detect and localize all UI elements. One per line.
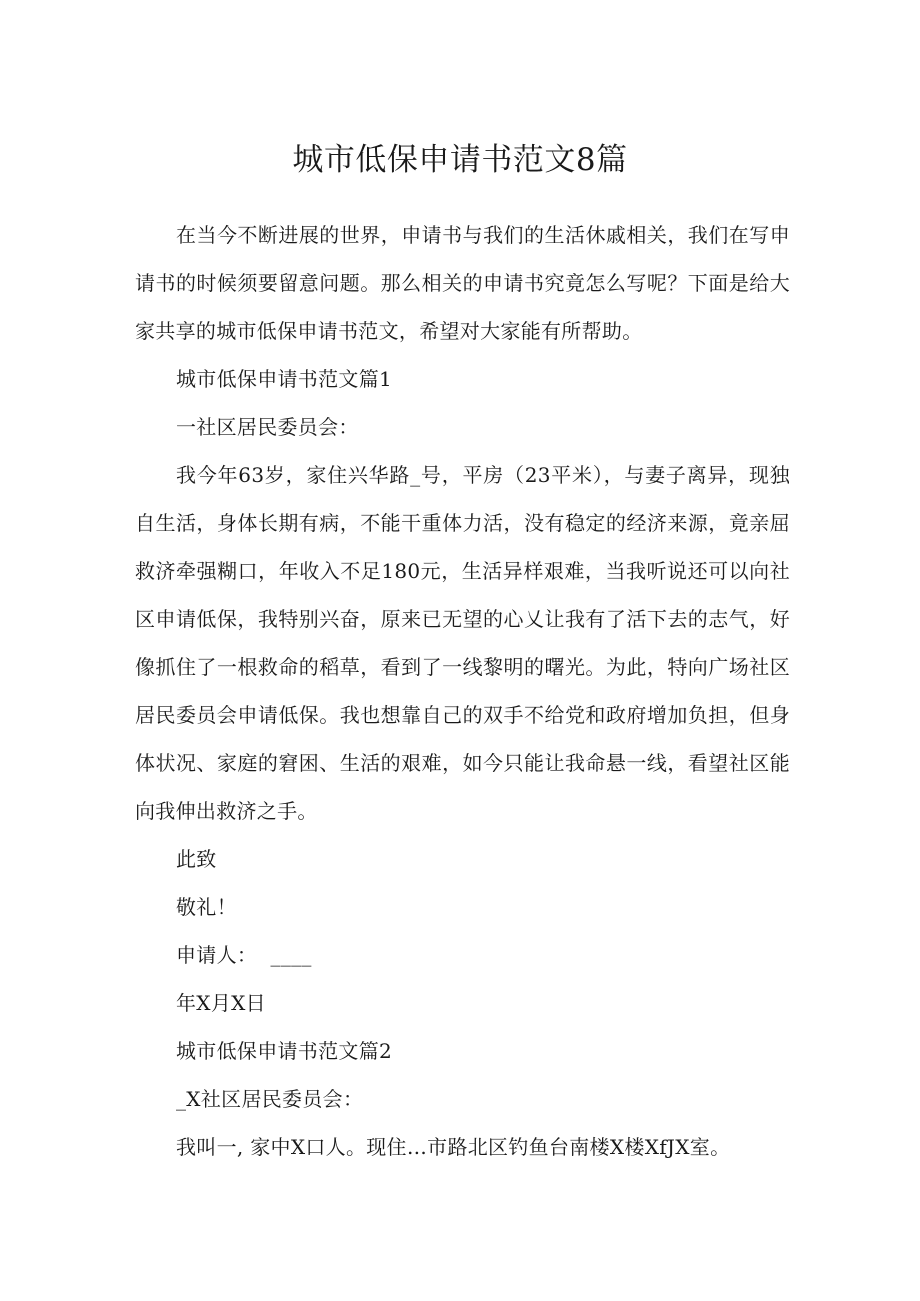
applicant-line: 申请人： ____ (176, 943, 312, 967)
section-heading-1: 城市低保申请书范文篇1 (176, 367, 393, 391)
body-paragraph-2: 我叫一, 家中X口人。现住…市路北区钓鱼台南楼X楼XfJX室。 (176, 1135, 731, 1159)
closing-jingli: 敬礼！ (176, 895, 237, 919)
document-title: 城市低保申请书范文8篇 (292, 142, 628, 178)
intro-paragraph: 在当今不断进展的世界，申请书与我们的生活休戚相关，我们在写申请书的时候须要留意问题。那么相关的申请书究竟怎么写呢？下面是给大家共享的城市低保申请书范文，希望对大家能有所帮助。 (135, 223, 790, 343)
salutation-1: 一社区居民委员会： (176, 415, 359, 439)
body-paragraph-1: 我今年63岁，家住兴华路_号，平房（23平米），与妻子离异，现独自生活，身体长期有病，不能干重体力活，没有稳定的经济来源，竟亲屈救济牵强糊口，年收入不足180元，生活异样艰难，当我听说还可以向社区申请低保，我特别兴奋，原来已无望的心乂让我有了活下去的志气，好像抓住了一根救命的稻草，看到了一线黎明的曙光。为此，特向广场社区居民委员会申请低保。我也想靠自己的双手不给党和政府增加负担，但身体状况、家庭的窘困、生活的艰难，如今只能让我命悬一线，看望社区能向我伸出救济之手。 (135, 463, 790, 823)
closing-cizhi: 此致 (176, 847, 217, 871)
date-line: 年X月X日 (176, 991, 266, 1015)
section-heading-2: 城市低保申请书范文篇2 (176, 1039, 393, 1063)
salutation-2: _X社区居民委员会： (176, 1087, 364, 1111)
document-body (135, 211, 790, 1171)
